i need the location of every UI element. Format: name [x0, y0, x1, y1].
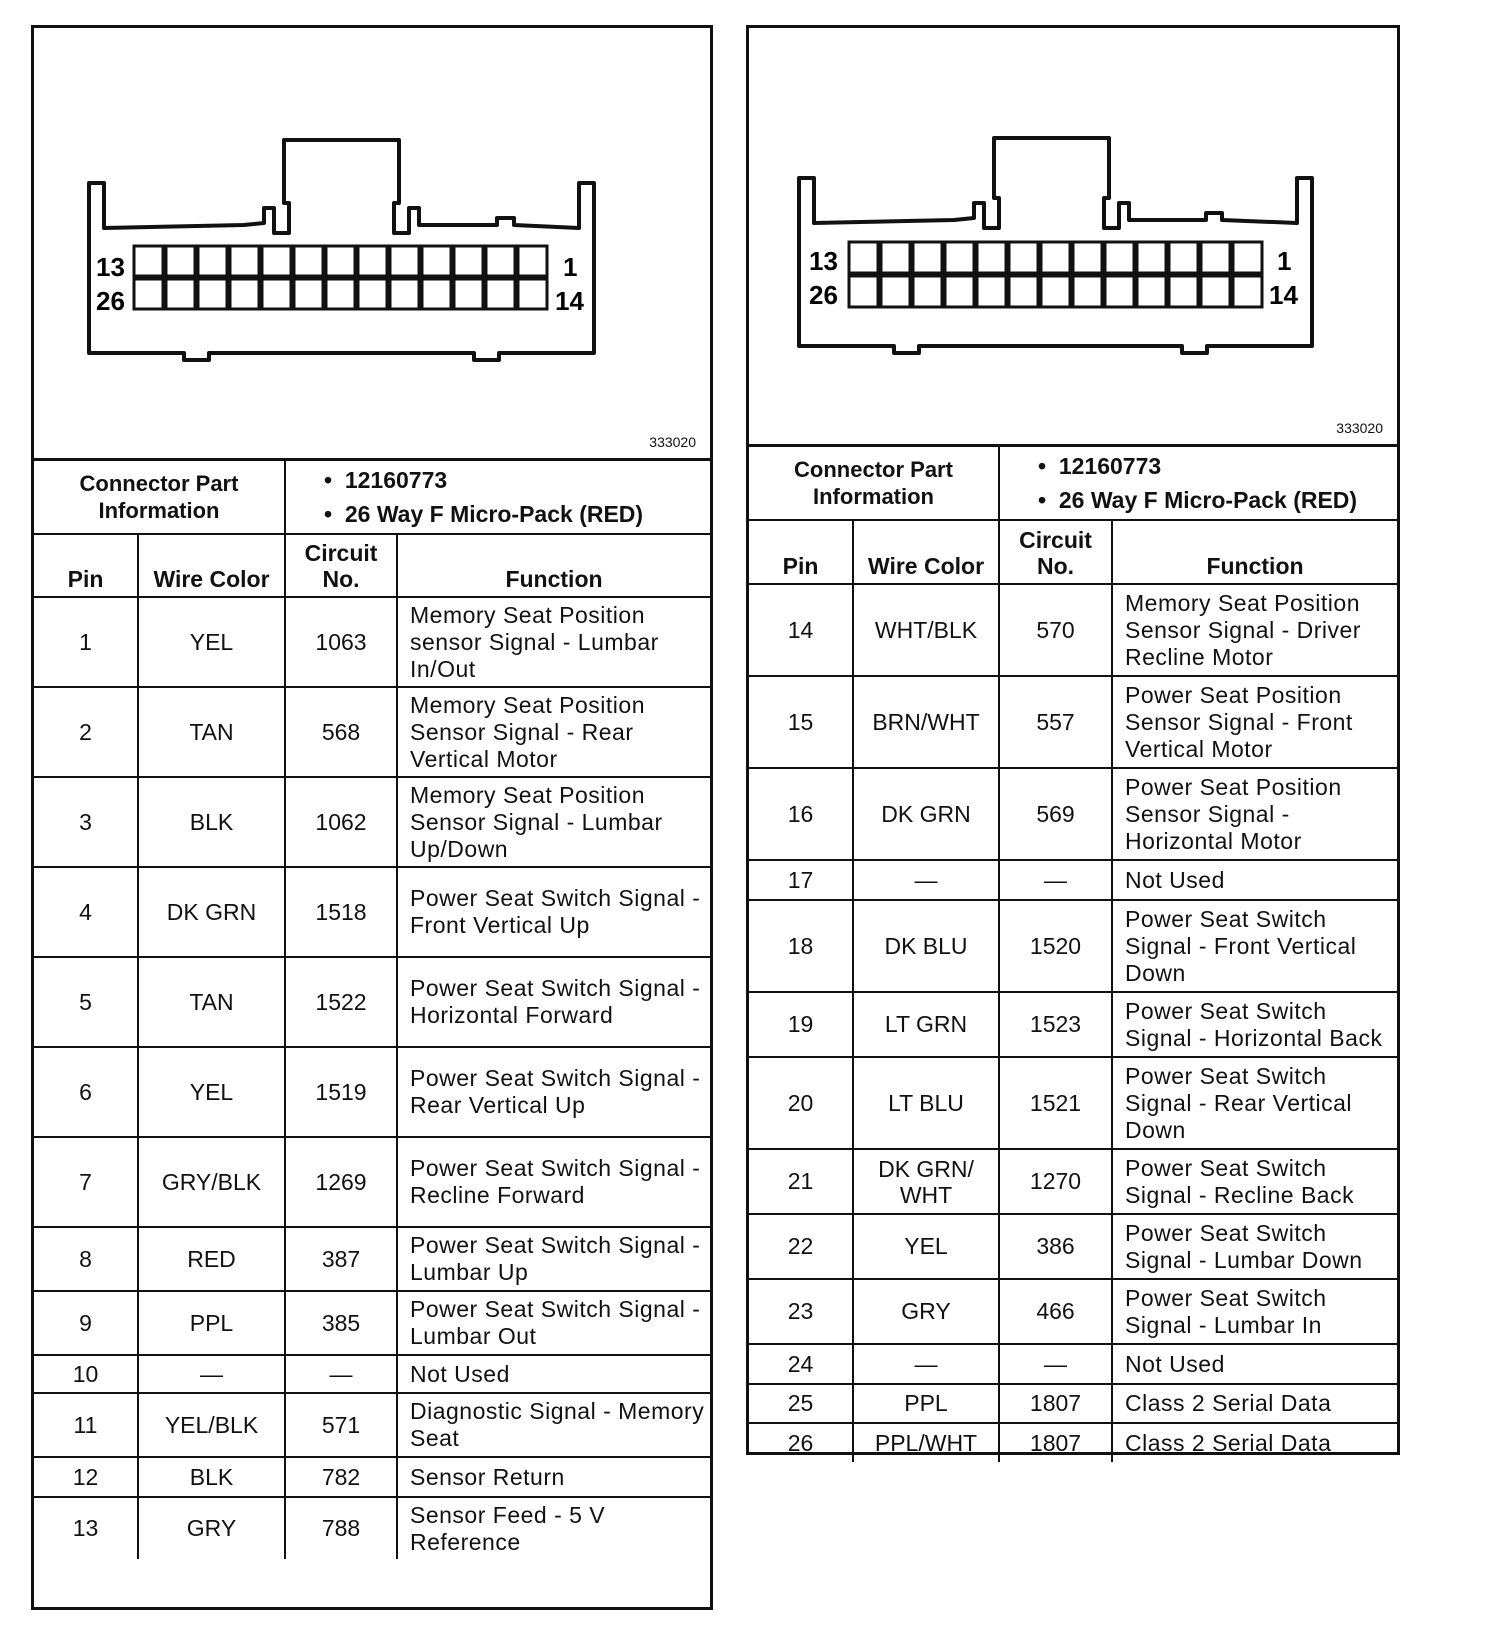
wire-color-cell: PPL: [138, 1291, 285, 1355]
pin-cavity: [134, 279, 163, 309]
pin-label-14: 14: [1269, 280, 1298, 310]
pin-cavity: [486, 246, 515, 276]
pin-cell: 8: [34, 1227, 138, 1291]
function-cell: Power Seat Switch Signal - Recline Forward: [397, 1137, 710, 1227]
function-cell: Power Seat Switch Signal - Recline Back: [1112, 1149, 1397, 1214]
pin-cell: 9: [34, 1291, 138, 1355]
function-cell: Power Seat Switch Signal - Rear Vertical Down: [1112, 1057, 1397, 1149]
pin-cavity: [390, 279, 419, 309]
connector-face-drawing: [34, 28, 710, 458]
header-function: Function: [397, 534, 710, 597]
header-wire-color: Wire Color: [138, 534, 285, 597]
table-row: [749, 584, 1397, 676]
pin-cavity: [326, 279, 355, 309]
pin-cell: 1: [34, 597, 138, 687]
pin-cavity: [486, 279, 515, 309]
table-row: [749, 860, 1397, 900]
function-cell: Power Seat Switch Signal - Lumbar Up: [397, 1227, 710, 1291]
pin-cell: 3: [34, 777, 138, 867]
table-row: [34, 1355, 710, 1393]
pin-cell: 23: [749, 1279, 853, 1344]
pin-cavity: [262, 246, 291, 276]
wire-color-cell: —: [853, 1344, 999, 1384]
connector-diagram: [749, 28, 1397, 447]
circuit-cell: 1063: [285, 597, 397, 687]
pin-cell: 19: [749, 992, 853, 1057]
pin-cell: 11: [34, 1393, 138, 1457]
table-row: [749, 992, 1397, 1057]
connector-diagram: [34, 28, 710, 461]
pin-cell: 6: [34, 1047, 138, 1137]
pin-cavity: [518, 279, 547, 309]
table-row: [34, 1497, 710, 1559]
circuit-cell: 1520: [999, 900, 1112, 992]
circuit-cell: 568: [285, 687, 397, 777]
function-cell: Power Seat Position Sensor Signal - Front Vertical Motor: [1112, 676, 1397, 768]
circuit-cell: 1807: [999, 1384, 1112, 1423]
circuit-cell: 1521: [999, 1057, 1112, 1149]
pin-cell: 18: [749, 900, 853, 992]
wire-color-cell: DK BLU: [853, 900, 999, 992]
pin-cavity: [422, 279, 451, 309]
function-cell: Power Seat Switch Signal - Horizontal Back: [1112, 992, 1397, 1057]
circuit-cell: —: [285, 1355, 397, 1393]
wire-color-cell: LT BLU: [853, 1057, 999, 1149]
wire-color-cell: BLK: [138, 777, 285, 867]
table-row: [34, 1457, 710, 1497]
wire-color-cell: LT GRN: [853, 992, 999, 1057]
function-cell: Memory Seat Position Sensor Signal - Driver Recline Motor: [1112, 584, 1397, 676]
function-cell: Power Seat Switch Signal - Horizontal Forward: [397, 957, 710, 1047]
pin-cavity: [977, 276, 1006, 307]
table-row: [34, 957, 710, 1047]
table-row: [34, 1227, 710, 1291]
pin-cavity: [198, 246, 227, 276]
pin-label-26: 26: [809, 280, 838, 310]
pin-cavity: [294, 279, 323, 309]
wire-color-cell: DK GRN: [138, 867, 285, 957]
pin-cavity: [262, 279, 291, 309]
left-connector-panel: [31, 25, 713, 1610]
table-row: [34, 1393, 710, 1457]
pin-label-1: 1: [1277, 246, 1292, 276]
pin-cavity: [1009, 276, 1038, 307]
connector-face-drawing: [749, 28, 1397, 444]
circuit-cell: 557: [999, 676, 1112, 768]
function-cell: Not Used: [1112, 860, 1397, 900]
part-description: • 26 Way F Micro-Pack (RED): [324, 497, 710, 531]
pin-cavity: [134, 246, 163, 276]
circuit-cell: —: [999, 860, 1112, 900]
connector-part-info-label: Connector Part Information: [34, 461, 285, 533]
function-cell: Diagnostic Signal - Memory Seat: [397, 1393, 710, 1457]
circuit-cell: 788: [285, 1497, 397, 1559]
pin-label-13: 13: [96, 252, 125, 282]
pin-cavity: [1233, 242, 1262, 273]
pin-cavity: [198, 279, 227, 309]
function-cell: Memory Seat Position Sensor Signal - Lumbar Up/Down: [397, 777, 710, 867]
pin-cell: 15: [749, 676, 853, 768]
function-cell: Power Seat Switch Signal - Front Vertical Down: [1112, 900, 1397, 992]
wire-color-cell: PPL/WHT: [853, 1423, 999, 1462]
pin-cavity: [881, 276, 910, 307]
wire-color-cell: GRY: [138, 1497, 285, 1559]
function-cell: Sensor Return: [397, 1457, 710, 1497]
circuit-cell: 571: [285, 1393, 397, 1457]
pin-cell: 7: [34, 1137, 138, 1227]
pin-cavity: [977, 242, 1006, 273]
function-cell: Power Seat Switch Signal - Lumbar Out: [397, 1291, 710, 1355]
wire-color-cell: GRY/BLK: [138, 1137, 285, 1227]
connector-info-table: [34, 461, 710, 533]
pin-label-1: 1: [563, 252, 578, 282]
pin-cavity: [166, 279, 195, 309]
table-row: [749, 1279, 1397, 1344]
circuit-cell: 1062: [285, 777, 397, 867]
wire-color-cell: RED: [138, 1227, 285, 1291]
pin-cell: 24: [749, 1344, 853, 1384]
table-row: [749, 1057, 1397, 1149]
pin-table: [749, 519, 1397, 1462]
wire-color-cell: DK GRN: [853, 768, 999, 860]
table-row: [34, 597, 710, 687]
pin-cavity: [849, 242, 878, 273]
pin-table: [34, 533, 710, 1559]
wire-color-cell: —: [853, 860, 999, 900]
function-cell: Power Seat Switch Signal - Lumbar Down: [1112, 1214, 1397, 1279]
circuit-cell: 1523: [999, 992, 1112, 1057]
header-circuit: Circuit No.: [999, 520, 1112, 584]
wire-color-cell: TAN: [138, 957, 285, 1047]
table-row: [749, 1149, 1397, 1214]
figure-id: 333020: [649, 434, 696, 450]
pin-cell: 22: [749, 1214, 853, 1279]
circuit-cell: 1270: [999, 1149, 1112, 1214]
pin-cavity: [913, 276, 942, 307]
circuit-cell: 1807: [999, 1423, 1112, 1462]
header-function: Function: [1112, 520, 1397, 584]
wire-color-cell: YEL: [138, 597, 285, 687]
table-row: [749, 1384, 1397, 1423]
pin-cavity: [454, 279, 483, 309]
right-connector-panel: [746, 25, 1400, 1455]
function-cell: Power Seat Switch Signal - Front Vertical Up: [397, 867, 710, 957]
wire-color-cell: WHT/BLK: [853, 584, 999, 676]
pin-cavity: [358, 279, 387, 309]
pin-cavity: [1105, 242, 1134, 273]
header-circuit: Circuit No.: [285, 534, 397, 597]
pin-cavity: [230, 246, 259, 276]
pin-cavity: [1169, 276, 1198, 307]
pin-cavity: [945, 276, 974, 307]
pin-cell: 26: [749, 1423, 853, 1462]
wire-color-cell: YEL: [853, 1214, 999, 1279]
function-cell: Memory Seat Position sensor Signal - Lumbar In/Out: [397, 597, 710, 687]
pin-cavity: [1233, 276, 1262, 307]
wire-color-cell: —: [138, 1355, 285, 1393]
table-row: [34, 777, 710, 867]
header-wire-color: Wire Color: [853, 520, 999, 584]
pin-cavity: [358, 246, 387, 276]
connector-part-info-label: Connector Part Information: [749, 447, 999, 519]
pin-cavity: [294, 246, 323, 276]
pin-cell: 4: [34, 867, 138, 957]
header-pin: Pin: [34, 534, 138, 597]
header-pin: Pin: [749, 520, 853, 584]
circuit-cell: 570: [999, 584, 1112, 676]
pin-cavity: [1137, 242, 1166, 273]
pin-cell: 17: [749, 860, 853, 900]
pin-cavity: [1137, 276, 1166, 307]
pin-cavity: [913, 242, 942, 273]
pin-cell: 21: [749, 1149, 853, 1214]
table-row: [749, 676, 1397, 768]
pin-cavity: [1201, 242, 1230, 273]
pin-cavity: [1073, 242, 1102, 273]
circuit-cell: —: [999, 1344, 1112, 1384]
pin-cavity: [945, 242, 974, 273]
part-description: • 26 Way F Micro-Pack (RED): [1038, 483, 1397, 517]
circuit-cell: 386: [999, 1214, 1112, 1279]
pin-cell: 10: [34, 1355, 138, 1393]
function-cell: Class 2 Serial Data: [1112, 1423, 1397, 1462]
pin-cavity: [326, 246, 355, 276]
circuit-cell: 387: [285, 1227, 397, 1291]
table-row: [749, 900, 1397, 992]
function-cell: Not Used: [397, 1355, 710, 1393]
connector-part-info-values: [285, 461, 710, 533]
circuit-cell: 569: [999, 768, 1112, 860]
pin-cavity: [1169, 242, 1198, 273]
pin-cell: 12: [34, 1457, 138, 1497]
table-row: [749, 1344, 1397, 1384]
table-row: [34, 1291, 710, 1355]
pin-label-26: 26: [96, 286, 125, 316]
function-cell: Memory Seat Position Sensor Signal - Rear Vertical Motor: [397, 687, 710, 777]
connector-part-info-values: [999, 447, 1397, 519]
circuit-cell: 385: [285, 1291, 397, 1355]
pin-cell: 2: [34, 687, 138, 777]
pin-cavity: [1041, 242, 1070, 273]
circuit-cell: 1518: [285, 867, 397, 957]
connector-info-table: [749, 447, 1397, 519]
table-row: [749, 1423, 1397, 1462]
pin-cavity: [1041, 276, 1070, 307]
pin-cavity: [454, 246, 483, 276]
figure-id: 333020: [1336, 420, 1383, 436]
pin-label-14: 14: [555, 286, 584, 316]
table-row: [749, 768, 1397, 860]
pin-cavity: [390, 246, 419, 276]
pin-cavity: [1009, 242, 1038, 273]
pin-cavity: [1073, 276, 1102, 307]
part-number: • 12160773: [1038, 449, 1397, 483]
wire-color-cell: YEL: [138, 1047, 285, 1137]
circuit-cell: 466: [999, 1279, 1112, 1344]
pin-cell: 14: [749, 584, 853, 676]
wire-color-cell: YEL/BLK: [138, 1393, 285, 1457]
table-row: [34, 867, 710, 957]
function-cell: Power Seat Position Sensor Signal - Horizontal Motor: [1112, 768, 1397, 860]
pin-cell: 20: [749, 1057, 853, 1149]
pin-cell: 25: [749, 1384, 853, 1423]
table-row: [34, 1047, 710, 1137]
table-row: [34, 687, 710, 777]
pin-cell: 5: [34, 957, 138, 1047]
part-number: • 12160773: [324, 463, 710, 497]
pin-cell: 13: [34, 1497, 138, 1559]
circuit-cell: 1522: [285, 957, 397, 1047]
function-cell: Class 2 Serial Data: [1112, 1384, 1397, 1423]
circuit-cell: 1269: [285, 1137, 397, 1227]
pin-cavity: [1201, 276, 1230, 307]
wire-color-cell: PPL: [853, 1384, 999, 1423]
pin-cavity: [1105, 276, 1134, 307]
wire-color-cell: DK GRN/ WHT: [853, 1149, 999, 1214]
wire-color-cell: TAN: [138, 687, 285, 777]
function-cell: Power Seat Switch Signal - Rear Vertical Up: [397, 1047, 710, 1137]
circuit-cell: 1519: [285, 1047, 397, 1137]
table-row: [34, 1137, 710, 1227]
pin-cavity: [518, 246, 547, 276]
pin-cell: 16: [749, 768, 853, 860]
pin-label-13: 13: [809, 246, 838, 276]
pin-cavity: [166, 246, 195, 276]
table-row: [749, 1214, 1397, 1279]
pin-cavity: [422, 246, 451, 276]
function-cell: Sensor Feed - 5 V Reference: [397, 1497, 710, 1559]
function-cell: Not Used: [1112, 1344, 1397, 1384]
circuit-cell: 782: [285, 1457, 397, 1497]
wire-color-cell: BLK: [138, 1457, 285, 1497]
wire-color-cell: GRY: [853, 1279, 999, 1344]
pin-cavity: [849, 276, 878, 307]
pin-cavity: [881, 242, 910, 273]
pin-cavity: [230, 279, 259, 309]
wire-color-cell: BRN/WHT: [853, 676, 999, 768]
function-cell: Power Seat Switch Signal - Lumbar In: [1112, 1279, 1397, 1344]
